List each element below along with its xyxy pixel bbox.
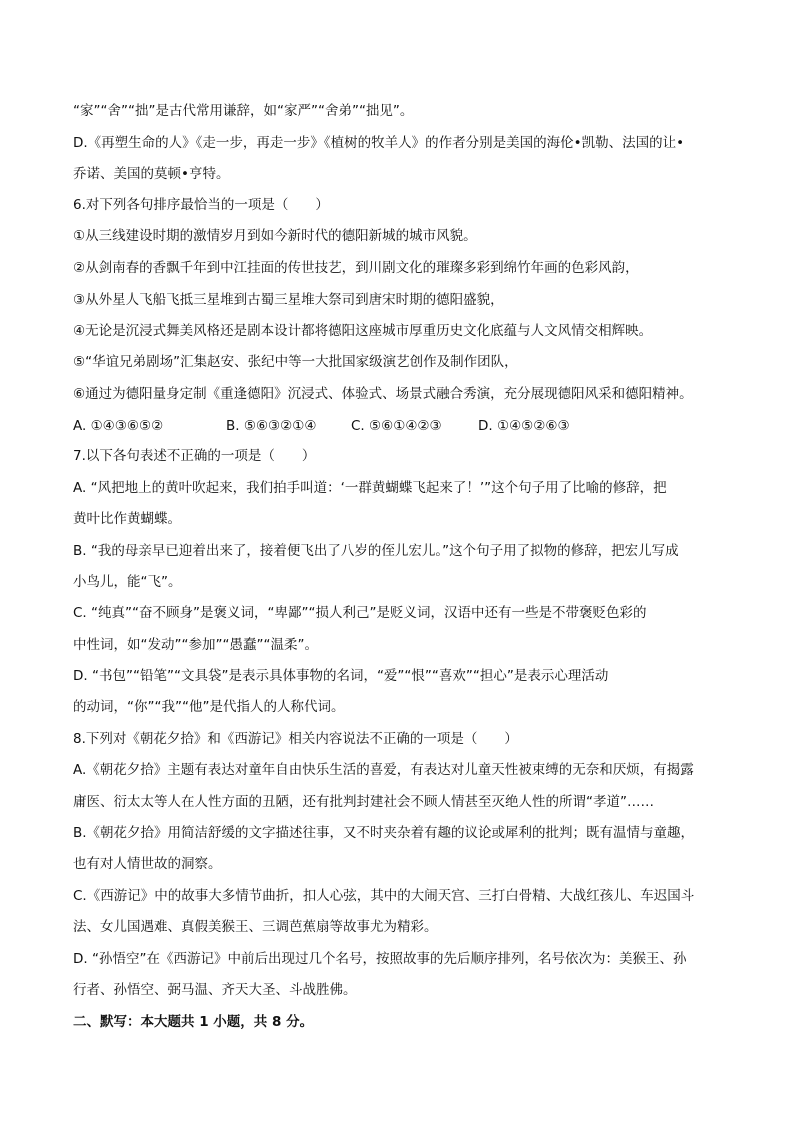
sentence-3: ③从外星人飞船飞抵三星堆到古蜀三星堆大祭司到唐宋时期的德阳盛貌，: [73, 292, 504, 308]
text-line: 小鸟儿，能“飞”。: [73, 574, 182, 590]
section-heading: 二、默写：本大题共 1 小题，共 8 分。: [73, 1014, 314, 1030]
text-line: 也有对人情世故的洞察。: [73, 856, 222, 872]
text-line: 黄叶比作黄蝴蝶。: [73, 511, 181, 527]
text-line: 中性词，如“发动”“参加”“愚蠢”“温柔”。: [73, 637, 318, 653]
sentence-2: ②从剑南春的香飘千年到中江挂面的传世技艺，到川剧文化的璀璨多彩到绵竹年画的色彩风韵，: [73, 260, 639, 276]
text-line: D.《再塑生命的人》《走一步，再走一步》《植树的牧羊人》的作者分别是美国的海伦•凯勒、法国的让•: [73, 135, 685, 151]
sentence-6: ⑥通过为德阳量身定制《重逢德阳》沉浸式、体验式、场景式融合秀演，充分展现德阳风采和德阳精神。: [73, 386, 693, 402]
text-line: 法、女儿国遇难、真假美猴王、三调芭蕉扇等故事尤为精彩。: [73, 919, 438, 935]
text-line: A. “风把地上的黄叶吹起来，我们拍手叫道：‘一群黄蝴蝶飞起来了！’”这个句子用了比喻的修辞，把: [73, 480, 667, 496]
question-8-stem: 8.下列对《朝花夕拾》和《西游记》相关内容说法不正确的一项是（ ）: [73, 731, 518, 747]
text-line: 行者、孙悟空、弼马温、齐天大圣、斗战胜佛。: [73, 982, 357, 998]
text-line: C. “纯真”“奋不顾身”是褒义词，“卑鄙”“损人利己”是贬义词，汉语中还有一些是不带褒贬色彩的: [73, 605, 647, 621]
text-line: D. “孙悟空”在《西游记》中前后出现过几个名号，按照故事的先后顺序排列，名号依次为：美猴王、孙: [73, 951, 687, 967]
option-c: C. ⑤⑥①④②③: [351, 418, 442, 434]
text-line: A.《朝花夕拾》主题有表达对童年自由快乐生活的喜爱，有表达对儿童天性被束缚的无奈和厌烦，有揭露: [73, 762, 694, 778]
text-line: D. “书包”“铅笔”“文具袋”是表示具体事物的名词，“爱”“恨”“喜欢”“担心”是表示心理活动: [73, 668, 609, 684]
text-line: 庸医、衍太太等人在人性方面的丑陋，还有批判封建社会不顾人情甚至灭绝人性的所谓“孝道”……: [73, 794, 654, 810]
text-line: 的动词，“你”“我”“他”是代指人的人称代词。: [73, 699, 345, 715]
question-7-stem: 7.以下各句表述不正确的一项是（ ）: [73, 448, 316, 464]
text-line: 乔诺、美国的莫顿•亨特。: [73, 166, 230, 182]
sentence-5: ⑤“华谊兄弟剧场”汇集赵安、张纪中等一大批国家级演艺创作及制作团队，: [73, 354, 518, 370]
text-line: “家”“舍”“拙”是古代常用谦辞，如“家严”“舍弟”“拙见”。: [73, 103, 414, 119]
option-d: D. ①④⑤②⑥③: [478, 418, 570, 434]
option-b: B. ⑤⑥③②①④: [226, 418, 317, 434]
text-line: B.《朝花夕拾》用简洁舒缓的文字描述往事，又不时夹杂着有趣的议论或犀利的批判；既有温情与童趣，: [73, 825, 695, 841]
question-6-options: [73, 416, 725, 436]
option-a: A. ①④③⑥⑤②: [73, 418, 164, 434]
sentence-4: ④无论是沉浸式舞美风格还是剧本设计都将德阳这座城市厚重历史文化底蕴与人文风情交相辉映。: [73, 323, 653, 339]
text-line: C.《西游记》中的故事大多情节曲折，扣人心弦，其中的大闹天宫、三打白骨精、大战红孩儿、车迟国斗: [73, 888, 695, 904]
sentence-1: ①从三线建设时期的激情岁月到如今新时代的德阳新城的城市风貌。: [73, 228, 477, 244]
text-line: B. “我的母亲早已迎着出来了，接着便飞出了八岁的侄儿宏儿。”这个句子用了拟物的修辞，把宏儿写成: [73, 543, 679, 559]
question-6-stem: 6.对下列各句排序最恰当的一项是（ ）: [73, 197, 329, 213]
